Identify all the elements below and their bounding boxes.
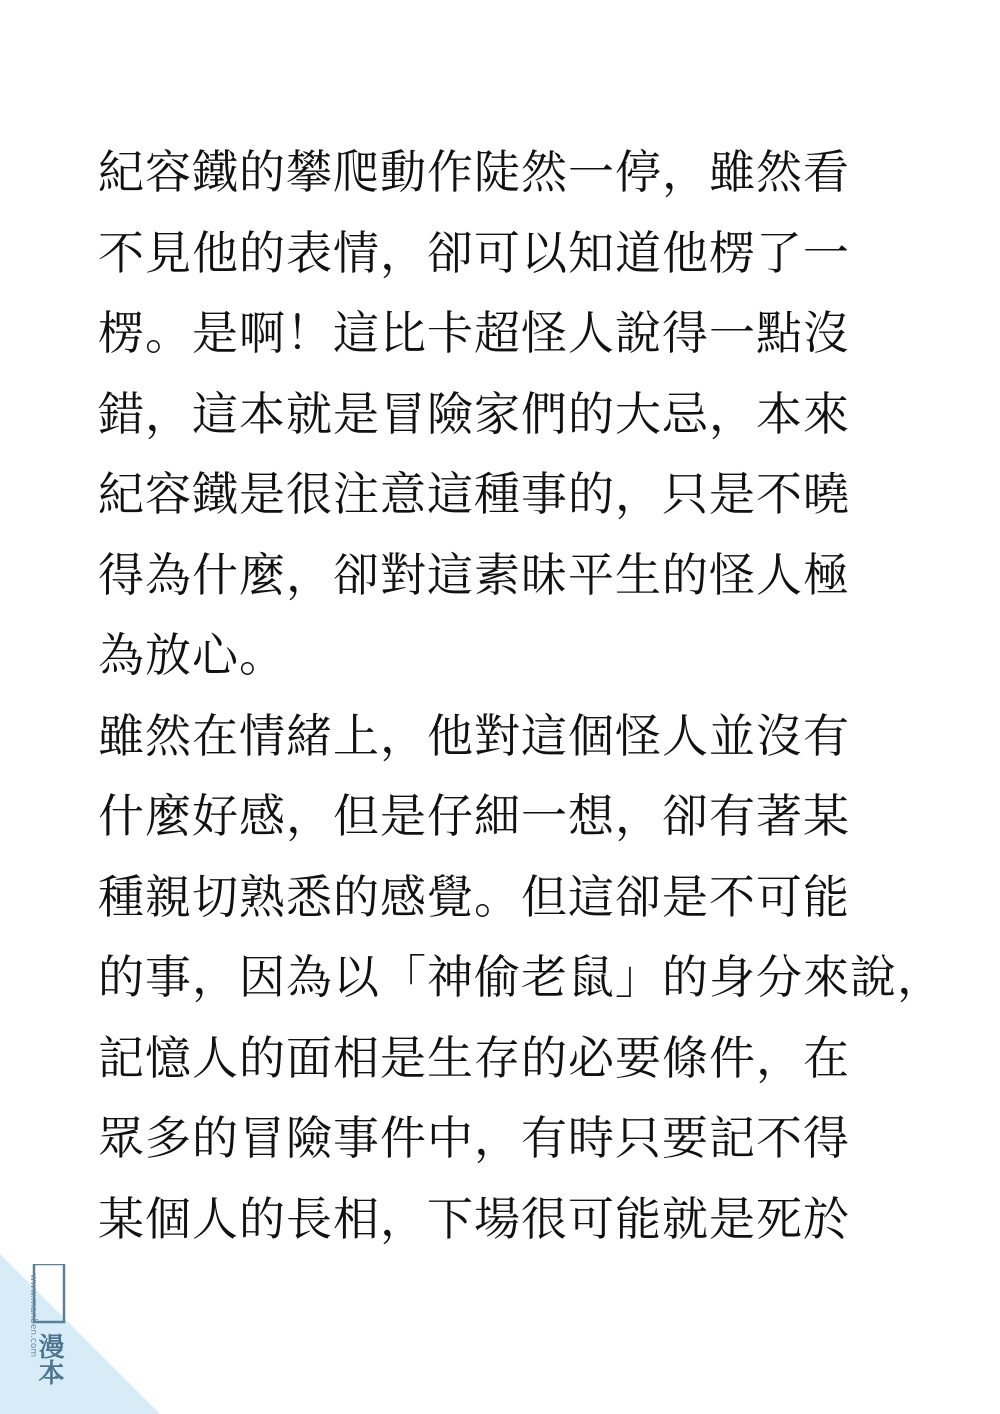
- text-line: 錯，這本就是冒險家們的大忌，本來: [98, 386, 850, 441]
- logo-text-glyph: 漫本: [34, 1333, 64, 1385]
- watermark-logo: [26, 1264, 74, 1409]
- text-line: 不見他的表情，卻可以知道他楞了一: [98, 225, 850, 280]
- text-line: 某個人的長相，下場很可能就是死於: [98, 1191, 850, 1246]
- text-line: 種親切熟悉的感覺。但這卻是不可能: [98, 869, 850, 924]
- text-line: 楞。是啊！這比卡超怪人說得一點沒: [98, 306, 850, 360]
- text-line: 什麼好感，但是仔細一想，卻有著某: [98, 789, 850, 843]
- text-line: 的事，因為以「神偷老鼠」的身分來說，: [98, 950, 944, 1004]
- text-line: 紀容鐵的攀爬動作陡然一停，雖然看: [98, 145, 850, 199]
- watermark-triangle: [0, 1254, 160, 1414]
- text-line: 眾多的冒險事件中，有時只要記不得: [98, 1111, 850, 1165]
- text-line: 得為什麼，卻對這素昧平生的怪人極: [98, 547, 850, 602]
- text-line: 雖然在情緒上，他對這個怪人並沒有: [98, 708, 850, 763]
- text-line: 紀容鐵是很注意這種事的，只是不曉: [98, 467, 850, 521]
- text-line: 為放心。: [98, 628, 286, 682]
- watermark-corner: [0, 1254, 160, 1414]
- text-line: 記憶人的面相是生存的必要條件，在: [98, 1030, 850, 1085]
- body-text: [98, 132, 958, 1259]
- watermark-site-text: www.manben.com: [28, 1274, 38, 1358]
